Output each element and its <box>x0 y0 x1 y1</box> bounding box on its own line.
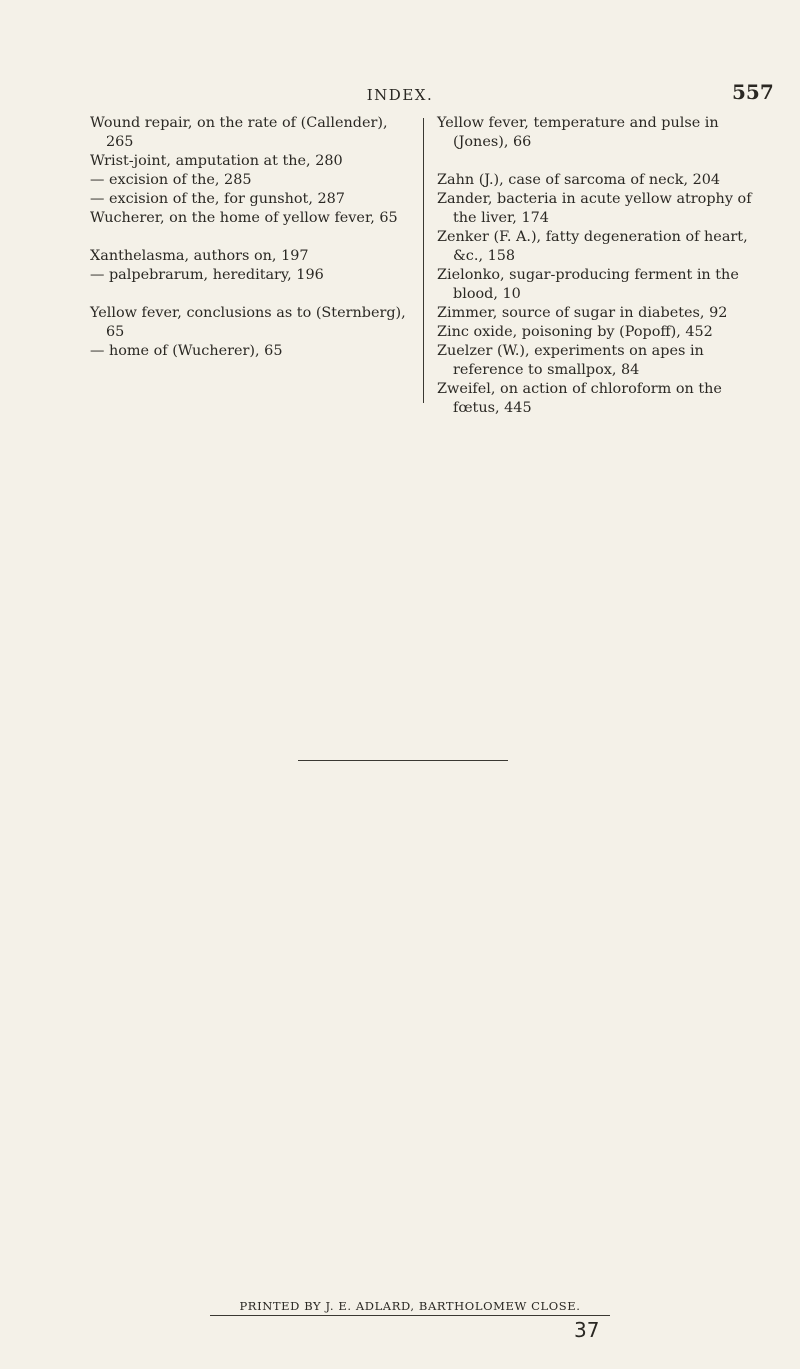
index-entry: Yellow fever, temperature and pulse in (Jones), 66 <box>437 115 719 150</box>
index-column-left <box>90 114 410 361</box>
index-entry: — home of (Wucherer), 65 <box>90 343 283 359</box>
index-entry: — excision of the, for gunshot, 287 <box>90 191 345 207</box>
index-entry: Zenker (F. A.), fatty degeneration of heart, &c., 158 <box>437 229 748 264</box>
page-number: 557 <box>732 80 774 104</box>
index-entry: Xanthelasma, authors on, 197 <box>90 248 309 264</box>
index-entry: Zander, bacteria in acute yellow atrophy of the liver, 174 <box>437 191 752 226</box>
column-divider <box>423 118 424 403</box>
index-entry: Zweifel, on action of chloroform on the fœtus, 445 <box>437 381 722 416</box>
index-entry: Yellow fever, conclusions as to (Sternberg), 65 <box>90 305 406 340</box>
index-column-right <box>437 114 767 418</box>
index-entry: Zimmer, source of sugar in diabetes, 92 <box>437 305 728 321</box>
letter-section-gap <box>90 228 410 247</box>
index-entry: — palpebrarum, hereditary, 196 <box>90 267 324 283</box>
index-entry: Zielonko, sugar-producing ferment in the blood, 10 <box>437 267 739 302</box>
signature-mark: 37 <box>574 1318 600 1342</box>
index-entry: — excision of the, 285 <box>90 172 252 188</box>
index-entry: Zuelzer (W.), experiments on apes in reference to smallpox, 84 <box>437 343 704 378</box>
letter-section-gap <box>437 152 767 171</box>
index-entry: Wound repair, on the rate of (Callender), 265 <box>90 115 388 150</box>
index-entry: Wucherer, on the home of yellow fever, 65 <box>90 210 398 226</box>
index-entry: Zahn (J.), case of sarcoma of neck, 204 <box>437 172 721 188</box>
index-entry: Zinc oxide, poisoning by (Popoff), 452 <box>437 324 713 340</box>
end-rule <box>298 760 508 761</box>
letter-section-gap <box>90 285 410 304</box>
index-entry: Wrist-joint, amputation at the, 280 <box>90 153 343 169</box>
printer-imprint: PRINTED BY J. E. ADLARD, BARTHOLOMEW CLOSE. <box>210 1299 610 1316</box>
running-title: INDEX. <box>366 86 434 104</box>
